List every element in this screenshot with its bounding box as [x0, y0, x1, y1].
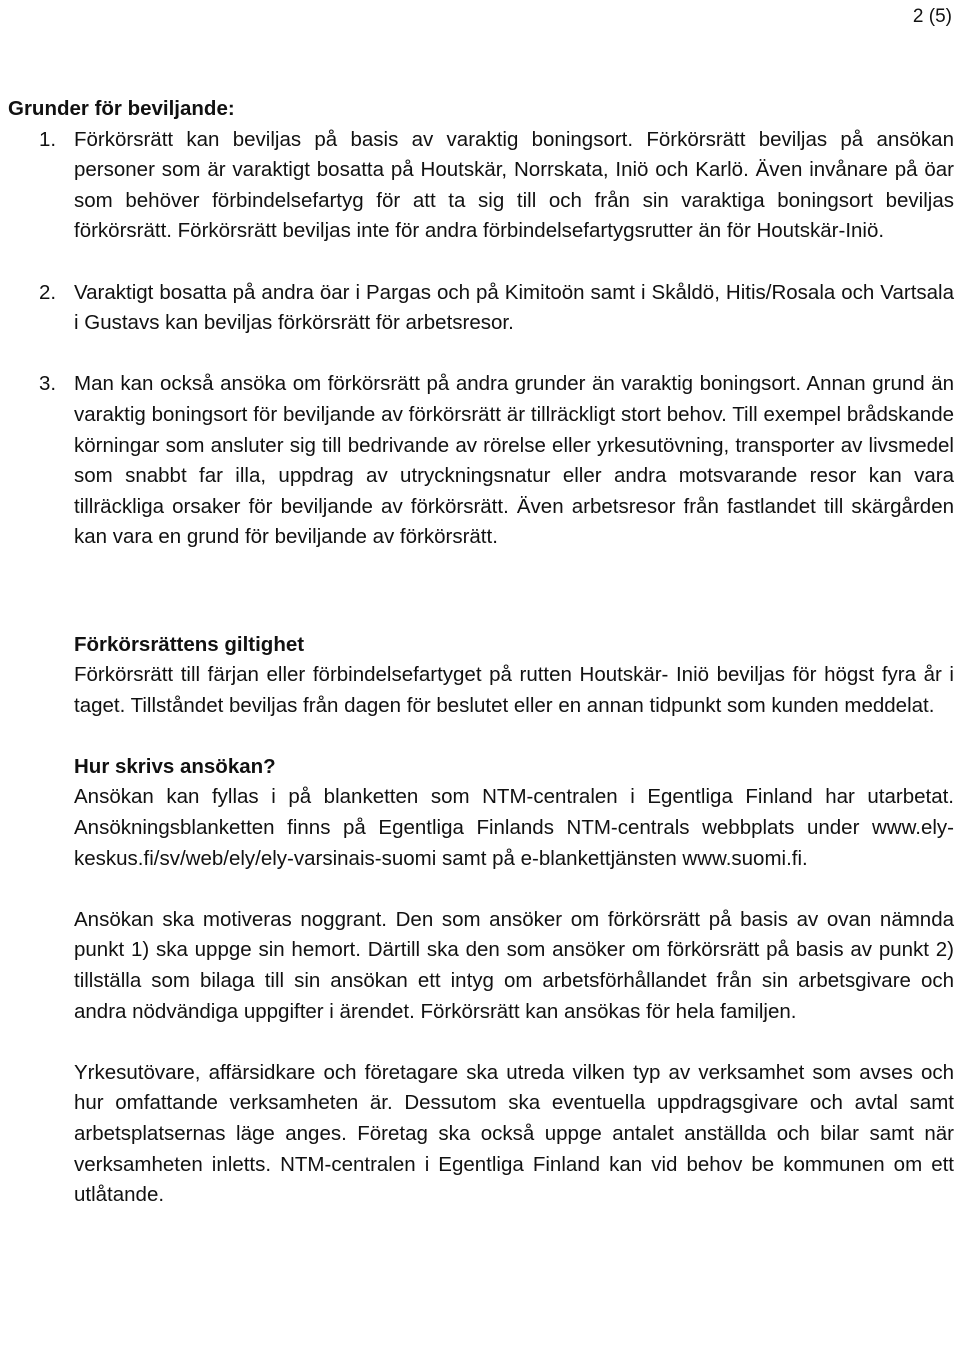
validity-section [74, 630, 954, 722]
spacer [74, 1027, 954, 1058]
list-item [8, 369, 954, 553]
spacer [74, 874, 954, 905]
list-item-number: 2. [39, 280, 57, 304]
spacer [8, 599, 954, 630]
list-item-text: Man kan också ansöka om förkörsrätt på andra grunder än varaktig boningsort. Annan grund än varaktig boningsort för beviljande av förkörsrätt är tillräckligt stort behov. Till exempel brådskande körningar som ansluter sig till bedrivande av rörelse eller yrkesutövning, transporter av livsmedel som snabbt far illa, uppdrag av utryckningsnatur eller andra motsvarande resor kan vara tillräckliga orsaker för beviljande av förkörsrätt. Även arbetsresor från fastlandet till skärgården kan vara en grund för beviljande av förkörsrätt. [74, 372, 954, 549]
list-item [8, 278, 954, 339]
application-section [74, 752, 954, 1211]
list-item-text: Varaktigt bosatta på andra öar i Pargas och på Kimitoön samt i Skåldö, Hitis/Rosala och Vartsala i Gustavs kan beviljas förkörsrätt för arbetsresor. [74, 280, 954, 335]
application-heading: Hur skrivs ansökan? [74, 754, 276, 778]
spacer [8, 553, 954, 599]
grounds-list [8, 125, 954, 553]
grounds-heading: Grunder för beviljande: [8, 97, 235, 120]
validity-heading: Förkörsrättens giltighet [74, 632, 305, 656]
application-paragraph: Ansökan ska motiveras noggrant. Den som ansöker om förkörsrätt på basis av ovan nämnda punkt 1) ska uppge sin hemort. Därtill ska den som ansöker om förkörsrätt på basis av punkt 2) tillställa som bilaga till sin ansökan ett intyg om arbetsförhållandet från sin arbetsgivare och andra nödvändiga uppgifter i ärendet. Förkörsrätt kan ansökas för hela familjen. [74, 907, 954, 1023]
list-item-number: 1. [39, 127, 57, 151]
document-body [8, 94, 954, 1211]
application-paragraph: Ansökan kan fyllas i på blanketten som NTM-centralen i Egentliga Finland har utarbetat. Ansökningsblanketten finns på Egentliga Finlands NTM-centrals webbplats under www.ely-keskus.fi/sv/web/ely/ely-varsinais-suomi samt på e-blankettjänsten www.suomi.fi. [74, 785, 954, 870]
validity-text: Förkörsrätt till färjan eller förbindelsefartyget på rutten Houtskär- Iniö beviljas för högst fyra år i taget. Tillståndet beviljas från dagen för beslutet eller en annan tidpunkt som kunden meddelat. [74, 663, 954, 717]
list-item [8, 125, 954, 247]
list-item-number: 3. [39, 372, 57, 396]
spacer [8, 721, 954, 752]
application-paragraph: Yrkesutövare, affärsidkare och företagare ska utreda vilken typ av verksamhet som avses och hur omfattande verksamheten är. Dessutom ska eventuella uppdragsgivare och avtal samt arbetsplatsernas läge anges. Företag ska också uppge antalet anställda och bilar samt när verksamheten inletts. NTM-centralen i Egentliga Finland kan vid behov be kommunen om ett utlåtande. [74, 1060, 954, 1207]
list-item-text: Förkörsrätt kan beviljas på basis av varaktig boningsort. Förkörsrätt beviljas på ansökan personer som är varaktigt bosatta på Houtskär, Norrskata, Iniö och Karlö. Även invånare på öar som behöver förbindelsefartyg för att ta sig till och från sin varaktiga boningsort beviljas förkörsrätt. Förkörsrätt beviljas inte för andra förbindelsefartygsrutter än för Houtskär-Iniö. [74, 127, 954, 243]
page-number: 2 (5) [912, 6, 952, 27]
